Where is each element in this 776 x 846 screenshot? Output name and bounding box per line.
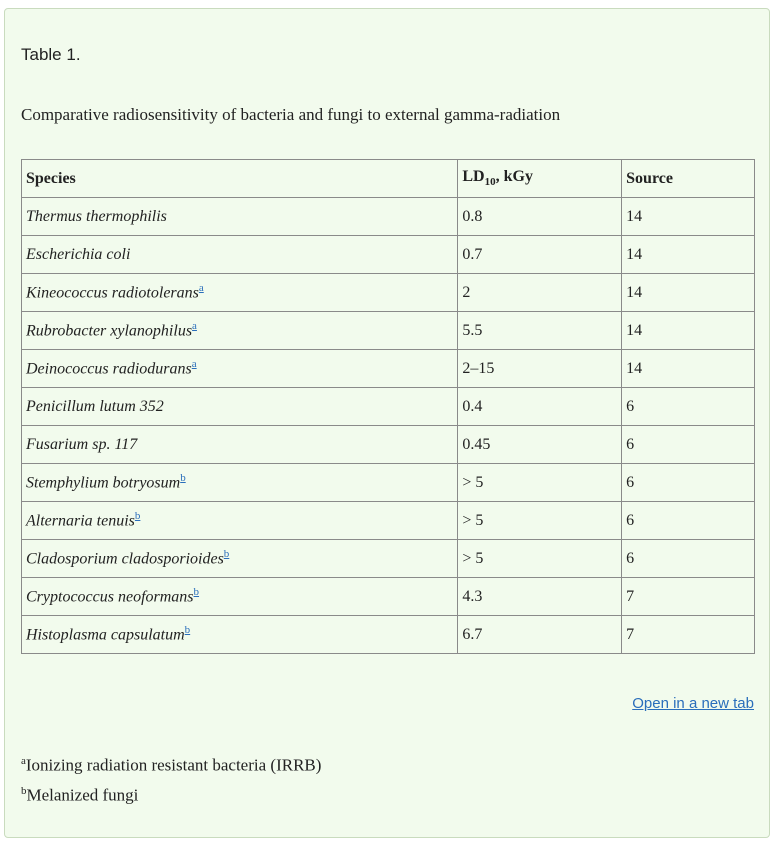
species-cell: [22, 578, 458, 616]
species-cell: [22, 426, 458, 464]
table-row: [22, 312, 755, 350]
table-row: [22, 236, 755, 274]
table-row: [22, 426, 755, 464]
ld10-cell: 0.45: [458, 426, 622, 464]
ld10-cell: 0.8: [458, 198, 622, 236]
source-header: Source: [622, 160, 755, 198]
footnote-ref-link[interactable]: [192, 320, 197, 332]
footnote-a-mark: a: [21, 755, 26, 767]
ld-subscript: 10: [484, 176, 496, 189]
source-cell: 6: [622, 464, 755, 502]
source-cell: 6: [622, 388, 755, 426]
source-cell: 7: [622, 616, 755, 654]
species-cell: [22, 540, 458, 578]
ld10-cell: 2–15: [458, 350, 622, 388]
footnote-ref-link[interactable]: [194, 586, 200, 598]
footnote-ref-mark[interactable]: b: [223, 548, 230, 561]
species-name: Histoplasma capsulatum: [26, 626, 185, 644]
table-row: [22, 198, 755, 236]
species-header: Species: [22, 160, 458, 198]
footnote-ref-link[interactable]: [192, 358, 197, 370]
species-name: Fusarium sp. 117: [26, 435, 138, 453]
table-row: [22, 578, 755, 616]
table-row: [22, 388, 755, 426]
footnote-ref-link[interactable]: [135, 510, 141, 522]
table-header-row: [22, 160, 755, 198]
species-cell: [22, 464, 458, 502]
species-name: Stemphylium botryosum: [26, 474, 181, 492]
footnote-ref-mark[interactable]: b: [180, 472, 186, 485]
source-cell: 14: [622, 350, 755, 388]
table-row: [22, 502, 755, 540]
source-cell: 6: [622, 502, 755, 540]
footnote-ref-mark[interactable]: a: [198, 282, 204, 295]
footnote-ref-link[interactable]: [199, 282, 204, 294]
footnote-ref-link[interactable]: [180, 472, 186, 484]
source-cell: 14: [622, 312, 755, 350]
species-name: Penicillum lutum 352: [26, 397, 164, 415]
ld10-cell: 6.7: [458, 616, 622, 654]
species-cell: [22, 236, 458, 274]
table-row: [22, 616, 755, 654]
table-row: [22, 350, 755, 388]
ld10-cell: 5.5: [458, 312, 622, 350]
table-row: [22, 274, 755, 312]
source-cell: 14: [622, 236, 755, 274]
footnote-a: [21, 755, 321, 776]
species-cell: [22, 502, 458, 540]
species-cell: [22, 198, 458, 236]
footnote-ref-mark[interactable]: a: [192, 320, 197, 333]
source-cell: 6: [622, 426, 755, 464]
radiosensitivity-table: [21, 159, 755, 654]
species-name: Cladosporium cladosporioides: [26, 550, 224, 568]
source-cell: 6: [622, 540, 755, 578]
species-name: Escherichia coli: [26, 245, 131, 263]
ld10-header: [458, 160, 622, 198]
open-in-new-tab-link[interactable]: Open in a new tab: [632, 695, 754, 712]
footnote-b-mark: b: [21, 785, 27, 797]
ld-prefix: LD: [462, 168, 485, 186]
table-caption: Comparative radiosensitivity of bacteria and fungi to external gamma-radiation: [21, 105, 561, 124]
ld10-cell: 2: [458, 274, 622, 312]
species-cell: [22, 616, 458, 654]
source-cell: 14: [622, 198, 755, 236]
ld10-cell: 4.3: [458, 578, 622, 616]
species-name: Deinococcus radiodurans: [26, 360, 192, 378]
footnote-ref-link[interactable]: [224, 548, 230, 560]
table-title: Table 1.: [21, 45, 81, 64]
footnote-a-text: Ionizing radiation resistant bacteria (IRRB): [25, 755, 322, 775]
ld10-cell: 0.7: [458, 236, 622, 274]
table-row: [22, 464, 755, 502]
species-name: Kineococcus radiotolerans: [26, 284, 199, 302]
species-cell: [22, 388, 458, 426]
ld10-cell: > 5: [458, 540, 622, 578]
ld10-cell: 0.4: [458, 388, 622, 426]
footnote-ref-mark[interactable]: b: [184, 624, 191, 637]
species-name: Alternaria tenuis: [26, 512, 135, 530]
footnote-ref-mark[interactable]: a: [191, 358, 197, 371]
ld10-cell: > 5: [458, 502, 622, 540]
source-cell: 14: [622, 274, 755, 312]
table-row: [22, 540, 755, 578]
species-cell: [22, 350, 458, 388]
footnote-b-text: Melanized fungi: [26, 785, 139, 805]
species-cell: [22, 312, 458, 350]
ld-unit: , kGy: [495, 168, 533, 186]
species-name: Thermus thermophilis: [26, 207, 167, 225]
source-cell: 7: [622, 578, 755, 616]
footnote-b: [21, 785, 138, 806]
species-name: Rubrobacter xylanophilus: [26, 322, 193, 340]
table-panel: [4, 8, 770, 838]
species-name: Cryptococcus neoformans: [26, 588, 194, 606]
species-cell: [22, 274, 458, 312]
footnote-ref-mark[interactable]: b: [193, 586, 200, 599]
footnote-ref-mark[interactable]: b: [134, 510, 141, 523]
ld10-cell: > 5: [458, 464, 622, 502]
footnote-ref-link[interactable]: [185, 624, 191, 636]
